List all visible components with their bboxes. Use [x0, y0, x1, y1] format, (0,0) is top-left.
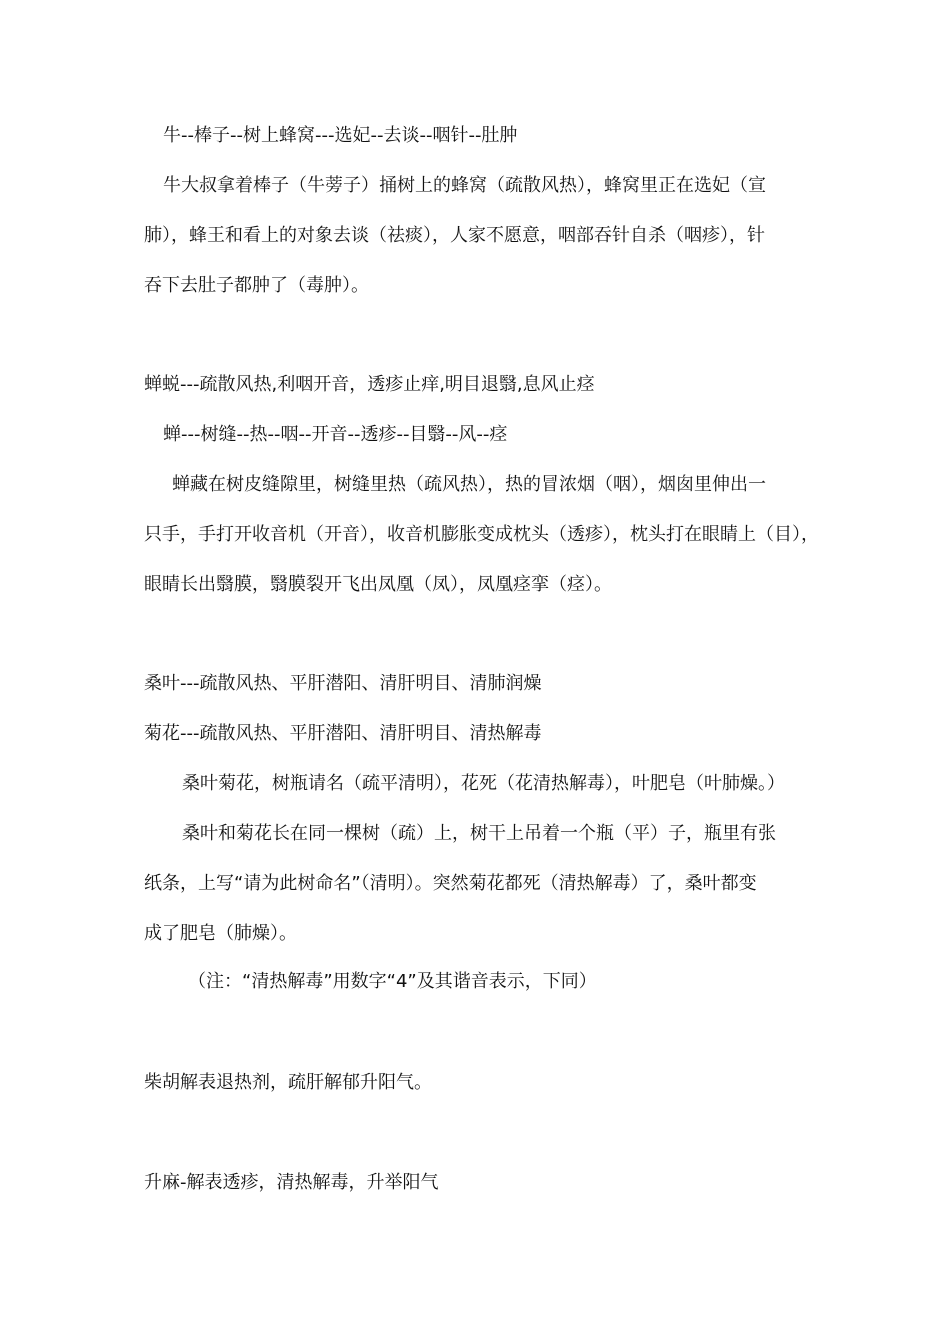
- chantui-story-line-1: 蝉藏在树皮缝隙里，树缝里热（疏风热），热的冒浓烟（咽），烟囱里伸出一: [172, 474, 766, 495]
- chantui-heading: 蝉蜕---疏散风热,利咽开音，透疹止痒,明目退翳,息风止痉: [144, 374, 595, 395]
- niubangzi-story-line-3: 吞下去肚子都肿了（毒肿）。: [144, 275, 369, 296]
- sangju-story-line-1: 桑叶和菊花长在同一棵树（疏）上，树干上吊着一个瓶（平）子，瓶里有张: [182, 823, 776, 844]
- chantui-story-line-3: 眼睛长出翳膜，翳膜裂开飞出凤凰（凤），凤凰痉挛（痉）。: [144, 574, 612, 595]
- niubangzi-story-line-1: 牛大叔拿着棒子（牛蒡子）捅树上的蜂窝（疏散风热），蜂窝里正在选妃（宣: [163, 175, 766, 196]
- niubangzi-story-line-2: 肺），蜂王和看上的对象去谈（祛痰），人家不愿意，咽部吞针自杀（咽疹），针: [144, 225, 765, 246]
- sangju-story-line-2: 纸条，上写“请为此树命名”（清明）。突然菊花都死（清热解毒）了，桑叶都变: [144, 873, 757, 894]
- sangye-heading: 桑叶---疏散风热、平肝潜阳、清肝明目、清肺润燥: [144, 673, 542, 694]
- niubangzi-mnemonic: 牛--棒子--树上蜂窝---选妃--去谈--咽针--肚肿: [163, 125, 518, 146]
- chantui-story-line-2: 只手，手打开收音机（开音），收音机膨胀变成枕头（透疹），枕头打在眼睛上（目），: [144, 524, 819, 545]
- chantui-mnemonic: 蝉---树缝--热--咽--开音--透疹--目翳--风--痉: [163, 424, 508, 445]
- sangju-note: （注：“清热解毒”用数字“4”及其谐音表示，下同）: [188, 971, 597, 992]
- sangju-story-line-3: 成了肥皂（肺燥）。: [144, 923, 297, 944]
- sangju-summary: 桑叶菊花，树瓶请名（疏平清明），花死（花清热解毒），叶肥皂（叶肺燥。）: [182, 773, 785, 794]
- chaihu-heading: 柴胡解表退热剂，疏肝解郁升阳气。: [144, 1072, 432, 1093]
- shengma-heading: 升麻-解表透疹，清热解毒，升举阳气: [144, 1172, 439, 1193]
- juhua-heading: 菊花---疏散风热、平肝潜阳、清肝明目、清热解毒: [144, 723, 542, 744]
